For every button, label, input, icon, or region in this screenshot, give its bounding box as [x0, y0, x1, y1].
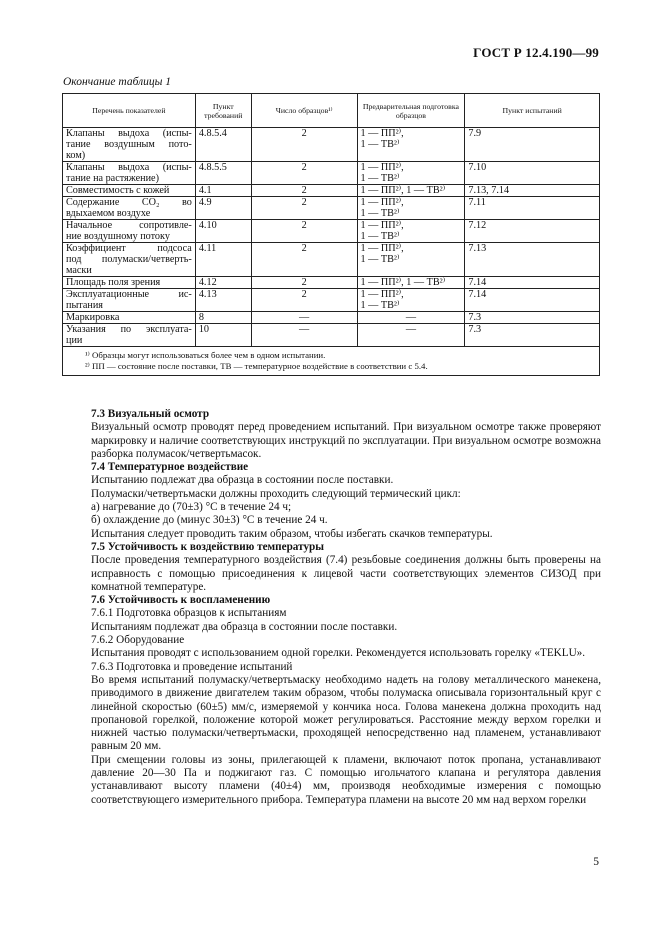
section-heading: 7.3 Визуальный осмотр	[91, 408, 210, 420]
table-body	[63, 128, 600, 347]
footnote: ¹⁾ Образцы могут использоваться более чем в одном испытании.	[85, 350, 326, 360]
indicator-line: ции	[66, 335, 83, 346]
table-footnotes	[63, 347, 600, 376]
preparation-line: —	[405, 312, 417, 323]
paragraph: Испытанию подлежат два образца в состоянии после поставки.	[91, 474, 394, 487]
indicator-line: вдыхаемом воздухе	[66, 208, 151, 219]
requirement-clause-cell: 4.12	[195, 277, 251, 289]
sample-count-cell: —	[251, 324, 357, 347]
preparation-cell	[357, 162, 465, 185]
requirement-clause-cell: 4.11	[195, 243, 251, 277]
table-row	[63, 243, 600, 277]
paragraph: а) нагревание до (70±3) °С в течение 24 ч;	[91, 501, 292, 514]
test-clause-cell: 7.13	[465, 243, 600, 277]
test-clause-cell: 7.3	[465, 312, 600, 324]
preparation-line: 1 — ТВ²⁾	[360, 254, 400, 265]
body-text	[91, 408, 601, 807]
sample-count-cell: 2	[251, 243, 357, 277]
indicator-cell	[63, 277, 196, 289]
requirements-table	[62, 93, 600, 376]
preparation-line: 1 — ПП²⁾,	[360, 162, 404, 173]
indicator-line: тание на растяжение)	[66, 173, 159, 184]
indicator-line: Указания по эксплуата-	[66, 324, 192, 335]
table-row	[63, 185, 600, 197]
indicator-line: пытания	[66, 300, 103, 311]
preparation-line: 1 — ПП²⁾, 1 — ТВ²⁾	[360, 185, 446, 196]
paragraph: 7.6.1 Подготовка образцов к испытаниям	[91, 607, 287, 620]
paragraph: б) охлаждение до (минус 30±3) °С в течение 24 ч.	[91, 514, 328, 527]
preparation-cell	[357, 277, 465, 289]
column-header: Пункт требований	[195, 94, 251, 128]
table-header-row	[63, 94, 600, 128]
test-clause-cell: 7.9	[465, 128, 600, 162]
paragraph: 7.6.3 Подготовка и проведение испытаний	[91, 660, 293, 673]
table-caption: Окончание таблицы 1	[63, 76, 171, 88]
table-row	[63, 220, 600, 243]
sample-count-cell: 2	[251, 162, 357, 185]
document-header: ГОСТ Р 12.4.190—99	[473, 45, 599, 60]
paragraph: Во время испытаний полумаску/четвертьмаску необходимо надеть на голову металлического манекена, приводимого в движение двигателем таким образом, чтобы полумаска описывала горизонтальный круг с линейной скоростью (60±5) мм/с, измеряемой у кончика носа. Голова манекена должна проходить над пропановой горелкой, положение которой может регулироваться. Расстояние между верхом горелки и нижней частью полумаски/четвертьмаски, проходящей непосредственно над пламенем, устанавливают равным 20 мм.	[91, 673, 601, 753]
paragraph: 7.6.2 Оборудование	[91, 634, 185, 647]
preparation-line: 1 — ТВ²⁾	[360, 231, 400, 242]
indicator-line: Маркировка	[66, 312, 120, 323]
indicator-line: Коэффициент подсоса	[66, 243, 192, 254]
indicator-line: ком)	[66, 150, 86, 161]
paragraph: Полумаски/четвертьмаски должны проходить следующий термический цикл:	[91, 487, 461, 500]
preparation-line: 1 — ПП²⁾,	[360, 289, 404, 300]
paragraph: При смещении головы из зоны, прилегающей к пламени, включают поток пропана, устанавливают давление 20—30 Па и поджигают газ. С помощью игольчатого клапана и регулятора давления устанавливают высоту пламени (40±4) мм, производя необходимые измерения с помощью соответствующего измерительного прибора. Температура пламени на высоте 20 мм над верхом горелки	[91, 753, 601, 806]
paragraph: После проведения температурного воздействия (7.4) резьбовые соединения должны быть проверены на исправность с помощью присоединения к лицевой части соответствующих элементов СИЗОД при комнатной температуре.	[91, 554, 601, 593]
indicator-line: под полумаски/четверть-	[66, 254, 192, 265]
preparation-line: 1 — ТВ²⁾	[360, 173, 400, 184]
indicator-cell	[63, 289, 196, 312]
test-clause-cell: 7.12	[465, 220, 600, 243]
preparation-cell	[357, 324, 465, 347]
preparation-line: 1 — ПП²⁾,	[360, 243, 404, 254]
indicator-cell	[63, 128, 196, 162]
requirement-clause-cell: 8	[195, 312, 251, 324]
preparation-cell	[357, 185, 465, 197]
sample-count-cell: 2	[251, 289, 357, 312]
test-clause-cell: 7.10	[465, 162, 600, 185]
indicator-line: Эксплуатационные ис-	[66, 289, 192, 300]
column-header: Пункт испытаний	[465, 94, 600, 128]
paragraph: Испытания проводят с использованием одной горелки. Рекомендуется использовать горелку «TEKLU».	[91, 647, 586, 660]
preparation-cell	[357, 128, 465, 162]
indicator-cell	[63, 243, 196, 277]
preparation-line: 1 — ПП²⁾, 1 — ТВ²⁾	[360, 277, 446, 288]
sample-count-cell: 2	[251, 197, 357, 220]
indicator-cell	[63, 197, 196, 220]
requirement-clause-cell: 4.1	[195, 185, 251, 197]
table-row	[63, 128, 600, 162]
preparation-line: 1 — ПП²⁾,	[360, 220, 404, 231]
indicator-line: Клапаны выдоха (испы-	[66, 128, 192, 139]
preparation-line: 1 — ТВ²⁾	[360, 139, 400, 150]
paragraph: Визуальный осмотр проводят перед проведением испытаний. При визуальном осмотре также проверяют маркировку и наличие соответствующих инструкций по эксплуатации. При визуальном осмотре возможна разборка полумасок/четвертьмасок.	[91, 421, 601, 460]
table-row	[63, 324, 600, 347]
sample-count-cell: 2	[251, 128, 357, 162]
test-clause-cell: 7.3	[465, 324, 600, 347]
preparation-cell	[357, 312, 465, 324]
requirement-clause-cell: 4.8.5.5	[195, 162, 251, 185]
indicator-cell	[63, 220, 196, 243]
column-header: Перечень показателей	[63, 94, 196, 128]
table-row	[63, 162, 600, 185]
sample-count-cell: 2	[251, 185, 357, 197]
preparation-line: 1 — ТВ²⁾	[360, 300, 400, 311]
section-heading: 7.4 Температурное воздействие	[91, 461, 249, 474]
requirement-clause-cell: 4.10	[195, 220, 251, 243]
preparation-line: —	[405, 324, 417, 335]
section-heading: 7.5 Устойчивость к воздействию температуры	[91, 540, 325, 553]
preparation-cell	[357, 220, 465, 243]
footnote: ²⁾ ПП — состояние после поставки, ТВ — температурное воздействие в соответствии с 5.4.	[85, 361, 428, 371]
sample-count-cell: 2	[251, 277, 357, 289]
paragraph: Испытаниям подлежат два образца в состоянии после поставки.	[91, 620, 398, 633]
preparation-cell	[357, 197, 465, 220]
indicator-line: тание воздушным пото-	[66, 139, 192, 150]
indicator-line: Совместимость с кожей	[66, 185, 170, 196]
indicator-cell	[63, 185, 196, 197]
section-heading: 7.6 Устойчивость к воспламенению	[91, 594, 271, 607]
sample-count-cell: 2	[251, 220, 357, 243]
preparation-cell	[357, 289, 465, 312]
column-header: Число образцов¹⁾	[251, 94, 357, 128]
indicator-line: ние воздушному потоку	[66, 231, 170, 242]
indicator-cell	[63, 162, 196, 185]
preparation-line: 1 — ТВ²⁾	[360, 208, 400, 219]
test-clause-cell: 7.13, 7.14	[465, 185, 600, 197]
indicator-line: Начальное сопротивле-	[66, 220, 192, 231]
table-row	[63, 289, 600, 312]
indicator-line: Клапаны выдоха (испы-	[66, 162, 192, 173]
table-row	[63, 277, 600, 289]
test-clause-cell: 7.14	[465, 289, 600, 312]
table-row	[63, 312, 600, 324]
paragraph: Испытания следует проводить таким образом, чтобы избегать скачков температуры.	[91, 527, 493, 540]
indicator-line: Площадь поля зрения	[66, 277, 161, 288]
preparation-cell	[357, 243, 465, 277]
preparation-line: 1 — ПП²⁾,	[360, 128, 404, 139]
indicator-cell	[63, 324, 196, 347]
table-row	[63, 197, 600, 220]
page-number: 5	[593, 856, 599, 868]
indicator-line: Содержание CO₂ во	[66, 197, 192, 208]
sample-count-cell: —	[251, 312, 357, 324]
requirement-clause-cell: 4.9	[195, 197, 251, 220]
test-clause-cell: 7.14	[465, 277, 600, 289]
indicator-line: маски	[66, 265, 92, 276]
requirement-clause-cell: 4.13	[195, 289, 251, 312]
column-header: Предварительная подготовка образцов	[357, 94, 465, 128]
preparation-line: 1 — ПП²⁾,	[360, 197, 404, 208]
requirement-clause-cell: 4.8.5.4	[195, 128, 251, 162]
requirement-clause-cell: 10	[195, 324, 251, 347]
test-clause-cell: 7.11	[465, 197, 600, 220]
indicator-cell	[63, 312, 196, 324]
